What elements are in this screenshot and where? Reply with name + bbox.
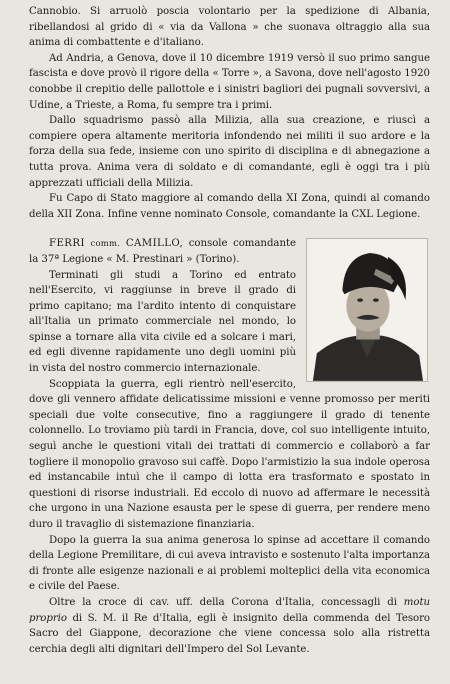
entry-intro: console comandante la 37ª Legione « M. Prestinari » (Torino). <box>29 238 296 265</box>
surname: FERRI <box>49 238 85 250</box>
portrait-photo <box>306 238 428 382</box>
paragraph: Cannobio. Si arruolò poscia volontario per la spedizione di Albania, ribellandosi al grido di « via da Vallona » che suonava oltraggio alla sua anima di combattente e d'italiano. <box>29 6 430 49</box>
paragraph: Terminati gli studi a Torino ed entrato nell'Esercito, vi raggiunse in breve il grado di primo capitano; ma l'ardito intento di conquistare all'Italia un primato commerciale nel mondo, lo spinse a tornare alla vita civile ed a solcare i mari, ed egli divenne rapidamente uno degli uomini più in vista del nostro commercio internazionale. <box>29 269 296 375</box>
paragraph <box>29 595 430 657</box>
paragraph: Fu Capo di Stato maggiore al comando della XI Zona, quindi al comando della XII Zona. Infine venne nominato Console, comandante la CXL Legione. <box>29 193 430 220</box>
paragraph: Dallo squadrismo passò alla Milizia, alla sua creazione, e riuscì a compiere opera altamente meritoria infondendo nei militi il suo ardore e la forza della sua fede, insieme con uno spirito di disciplina e di abnegazione a tutta prova. Anima vera di soldato e di comandante, egli è oggi tra i più apprezzati ufficiali della Milizia. <box>29 115 430 189</box>
paragraph: Dopo la guerra la sua anima generosa lo spinse ad accettare il comando della Legione Premilitare, di cui aveva intravisto e sostenuto l'alta importanza di fronte alle esigenze nazionali e ai problemi molteplici della vita economica e civile del Paese. <box>29 534 430 593</box>
honorific: comm. <box>90 238 121 249</box>
first-name: CAMILLO, <box>125 238 184 250</box>
paragraph: Scoppiata la guerra, egli rientrò nell'esercito, dove gli vennero affidate delicatissime missioni e venne promosso per meriti speciali due volte consecutive, fino a raggiungere il grado di tenente colonnello. Lo troviamo più tardi in Francia, dove, col suo intelligente intuito, seguì anche le questioni vitali dei trattati di commercio e collaborò a far togliere il monopolio gravoso sui caffè. Dopo l'armistizio la sua indole operosa ed instancabile intuì che il campo di lotta era trasformato e spostato in questioni di risorse industriali. Ed eccolo di nuovo ad affermare le necessità che urgono in una Nazione esausta per le spese di guerra, per rendere meno duro il travaglio di sistemazione finanziaria. <box>29 378 430 530</box>
paragraph: Ad Andria, a Genova, dove il 10 dicembre 1919 versò il suo primo sangue fascista e dove provò il rigore della « Torre », a Savona, dove nell'agosto 1920 conobbe il crepitio delle pallottole e i sinistri bagliori dei pugnali sovversivi, a Udine, a Trieste, a Roma, fu sempre tra i primi. <box>29 52 430 111</box>
text-run: Oltre la croce di cav. uff. della Corona d'Italia, concessagli di <box>49 596 404 608</box>
section-spacer <box>29 222 430 236</box>
italic-text: motu proprio <box>29 596 430 624</box>
text-run: di S. M. il Re d'Italia, egli è insignito della commenda del Tesoro Sacro del Giappone, decorazione che viene concessa solo alla ristretta cerchia degli alti dignitari dell'Impero del Sol Levante. <box>29 612 430 655</box>
